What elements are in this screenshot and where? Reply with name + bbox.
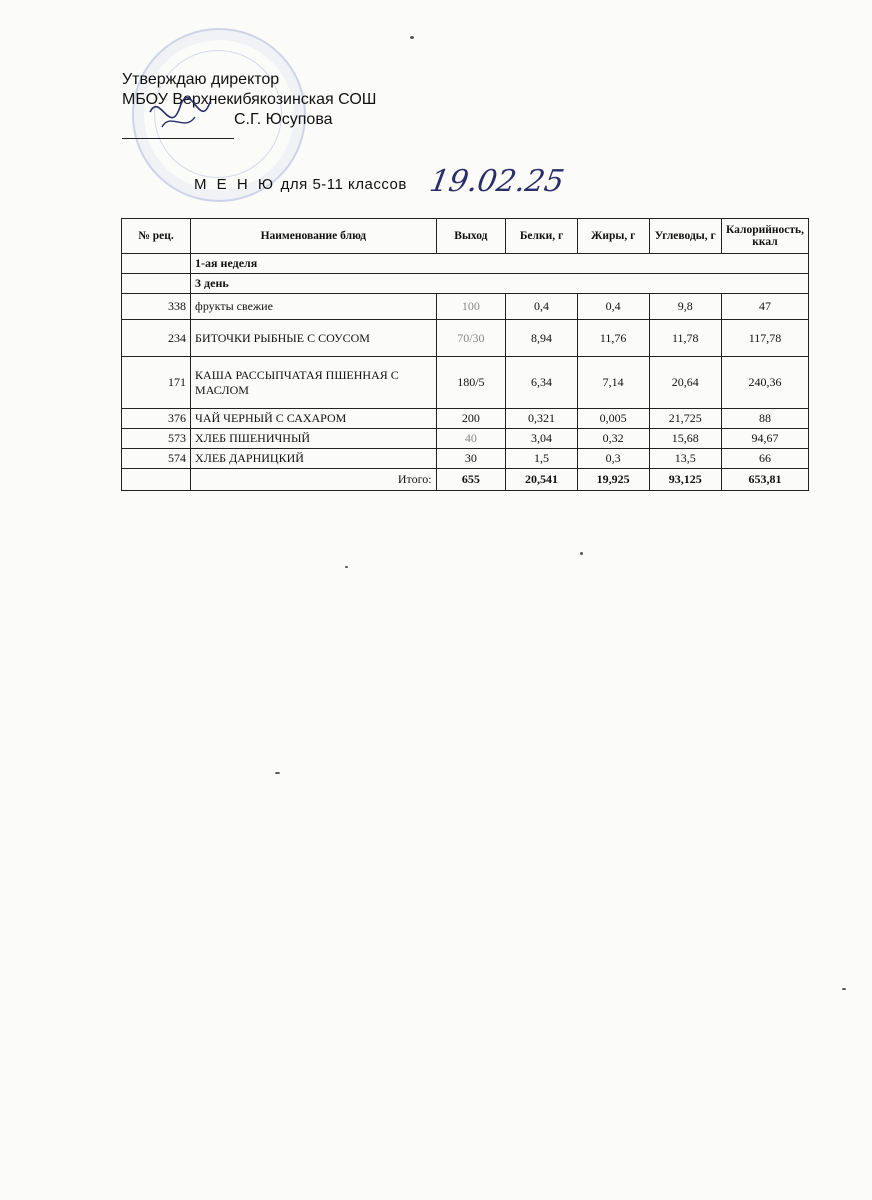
col-kcal: Калорийность, ккал [721,219,808,254]
col-protein: Белки, г [506,219,578,254]
col-carbs: Углеводы, г [649,219,721,254]
day-label: 3 день [191,274,809,294]
table-row: 574 ХЛЕБ ДАРНИЦКИЙ 30 1,5 0,3 13,5 66 [122,449,809,469]
director-name: С.Г. Юсупова [234,111,333,128]
menu-word: М Е Н Ю [194,176,276,193]
week-label: 1-ая неделя [191,254,809,274]
total-label: Итого: [191,469,437,491]
menu-grades: для 5-11 классов [280,176,407,193]
school-name: МБОУ Верхнекибякозинская СОШ [122,91,377,108]
scan-speck [580,552,583,555]
col-rec: № рец. [122,219,191,254]
scan-speck [275,772,280,774]
scan-speck [842,988,846,990]
table-row: 338 фрукты свежие 100 0,4 0,4 9,8 47 [122,294,809,320]
col-output: Выход [436,219,506,254]
handwritten-signature [140,92,220,142]
week-row [122,254,809,274]
col-name: Наименование блюд [191,219,437,254]
table-row: 376 ЧАЙ ЧЕРНЫЙ С САХАРОМ 200 0,321 0,005 21,725 88 [122,409,809,429]
table-row: 234 БИТОЧКИ РЫБНЫЕ С СОУСОМ 70/30 8,94 11,76 11,78 117,78 [122,320,809,357]
total-row: Итого: 655 20,541 19,925 93,125 653,81 [122,469,809,491]
scan-speck [410,36,414,39]
handwritten-date: 19.02.25 [426,164,567,199]
day-row [122,274,809,294]
scan-speck [345,566,348,568]
table-row: 573 ХЛЕБ ПШЕНИЧНЫЙ 40 3,04 0,32 15,68 94,67 [122,429,809,449]
table-header-row [122,219,809,254]
menu-title [194,176,407,193]
menu-table [121,218,809,491]
approval-title: Утверждаю директор [122,71,280,88]
col-fat: Жиры, г [577,219,649,254]
table-row: 171 КАША РАССЫПЧАТАЯ ПШЕННАЯ С МАСЛОМ 180/5 6,34 7,14 20,64 240,36 [122,357,809,409]
